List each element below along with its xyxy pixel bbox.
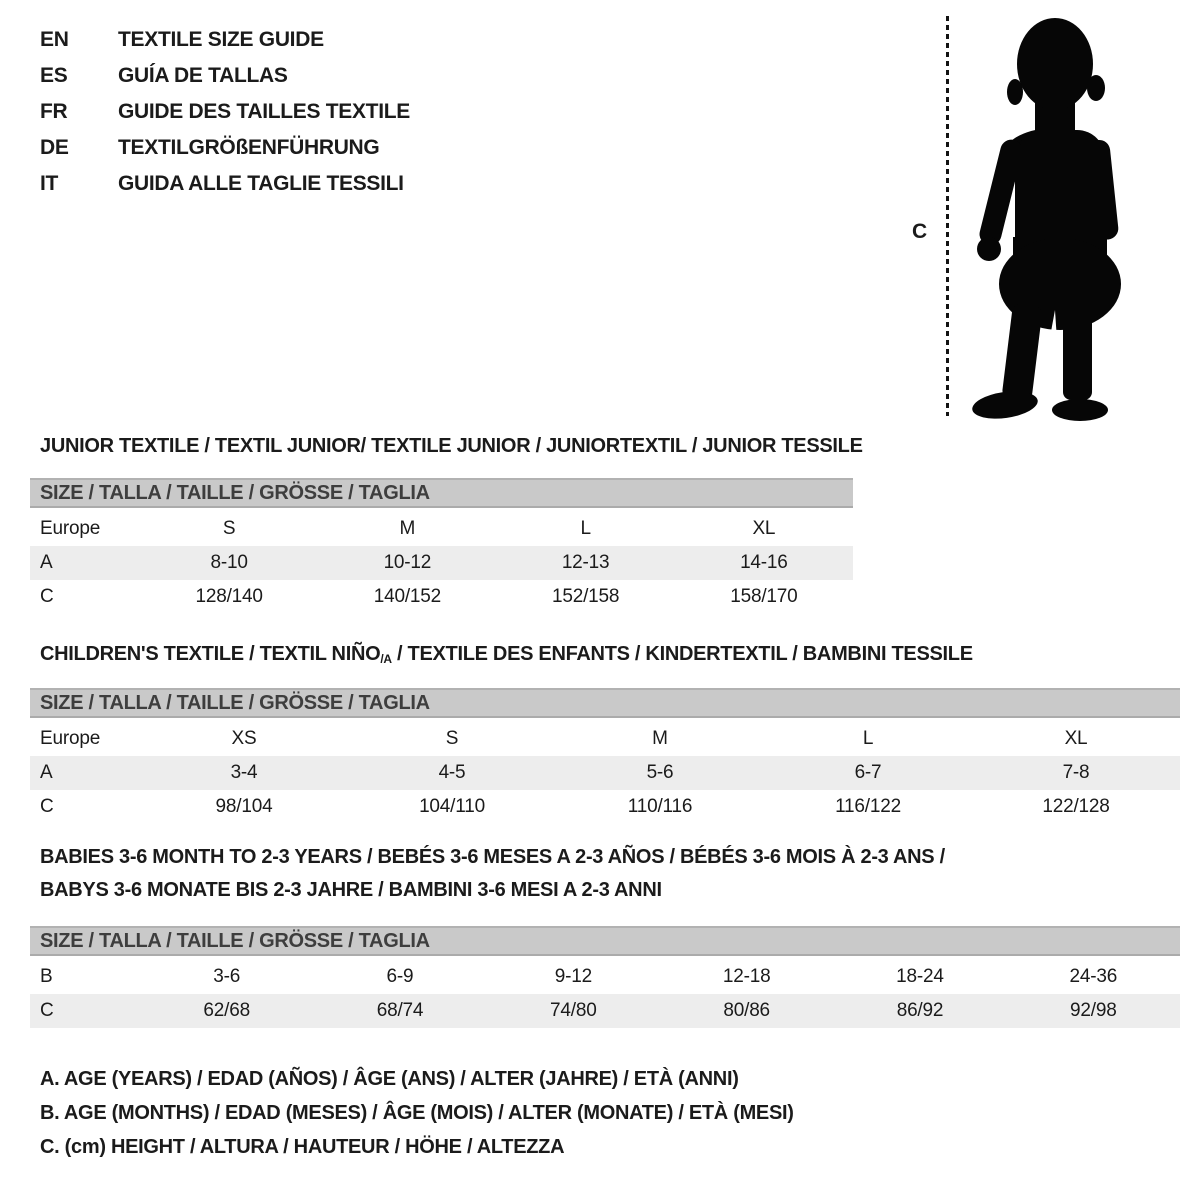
table-row-height xyxy=(30,580,853,614)
lang-row-es xyxy=(40,64,410,87)
row-label: Europe xyxy=(40,728,101,749)
table-cell: 80/86 xyxy=(723,1000,770,1021)
table-cell: 86/92 xyxy=(896,1000,944,1021)
table-cell: 98/104 xyxy=(215,796,273,817)
size-header-bar: SIZE / TALLA / TAILLE / GRÖSSE / TAGLIA xyxy=(30,688,1180,718)
table-cell: 74/80 xyxy=(550,1000,597,1021)
lang-row-fr xyxy=(40,100,410,123)
row-label: B xyxy=(40,966,53,987)
table-row-age-months xyxy=(30,960,1180,994)
size-header-bar: SIZE / TALLA / TAILLE / GRÖSSE / TAGLIA xyxy=(30,926,1180,956)
table-cell: 3-6 xyxy=(213,966,241,987)
table-cell: 110/116 xyxy=(627,796,693,817)
children-title-post: / TEXTILE DES ENFANTS / KINDERTEXTIL / BAMBINI TESSILE xyxy=(391,643,973,665)
row-label: Europe xyxy=(40,518,101,539)
table-row-age xyxy=(30,546,853,580)
table-cell: 128/140 xyxy=(195,586,263,607)
children-section-title xyxy=(40,643,973,670)
lang-code: ES xyxy=(40,64,68,87)
legend xyxy=(40,1068,794,1158)
babies-title-line2: BABYS 3-6 MONATE BIS 2-3 JAHRE / BAMBINI 3-6 MESI A 2-3 ANNI xyxy=(40,879,662,901)
children-title-pre: CHILDREN'S TEXTILE / TEXTIL NIÑO xyxy=(40,643,381,665)
size-header-bar: SIZE / TALLA / TAILLE / GRÖSSE / TAGLIA xyxy=(30,478,853,508)
babies-size-table xyxy=(30,926,1180,1028)
height-measure-label: C xyxy=(912,220,928,243)
toddler-silhouette xyxy=(960,12,1140,422)
legend-line-a: A. AGE (YEARS) / EDAD (AÑOS) / ÂGE (ANS) / ALTER (JAHRE) / ETÀ (ANNI) xyxy=(40,1068,739,1090)
lang-title: TEXTILGRÖßENFÜHRUNG xyxy=(118,136,380,159)
table-cell: 92/98 xyxy=(1070,1000,1117,1021)
table-cell: 122/128 xyxy=(1042,796,1110,817)
lang-code: DE xyxy=(40,136,69,159)
babies-section-title xyxy=(40,846,945,901)
lang-title: GUIDE DES TAILLES TEXTILE xyxy=(118,100,410,123)
table-cell: L xyxy=(580,518,591,539)
table-cell: 7-8 xyxy=(1062,762,1090,783)
children-title-sub: /A xyxy=(380,652,392,666)
lang-row-it xyxy=(40,172,410,195)
junior-size-table xyxy=(30,478,853,614)
table-cell: 5-6 xyxy=(646,762,674,783)
table-cell: 8-10 xyxy=(210,552,248,573)
lang-row-en xyxy=(40,28,410,51)
lang-code: EN xyxy=(40,28,69,51)
row-label: C xyxy=(40,796,54,817)
table-cell: 4-5 xyxy=(438,762,466,783)
table-cell: 24-36 xyxy=(1069,966,1118,987)
table-cell: M xyxy=(399,518,416,539)
table-cell: 116/122 xyxy=(835,796,901,817)
lang-title: GUIDA ALLE TAGLIE TESSILI xyxy=(118,172,404,195)
table-row-europe xyxy=(30,512,853,546)
table-cell: XL xyxy=(1064,728,1088,749)
table-cell: XL xyxy=(752,518,776,539)
table-cell: 6-7 xyxy=(854,762,882,783)
table-cell: 152/158 xyxy=(551,586,620,607)
table-cell: 12-18 xyxy=(722,966,771,987)
table-cell: 14-16 xyxy=(740,552,788,573)
table-cell: S xyxy=(222,518,236,539)
table-cell: 18-24 xyxy=(896,966,944,987)
lang-title: TEXTILE SIZE GUIDE xyxy=(118,28,324,51)
language-header xyxy=(40,28,410,195)
table-cell: 3-4 xyxy=(230,762,258,783)
row-label: A xyxy=(40,762,53,783)
row-label: C xyxy=(40,586,54,607)
table-cell: S xyxy=(445,728,459,749)
legend-line-b: B. AGE (MONTHS) / EDAD (MESES) / ÂGE (MOIS) / ALTER (MONATE) / ETÀ (MESI) xyxy=(40,1102,794,1124)
table-cell: 68/74 xyxy=(376,1000,424,1021)
legend-line-c: C. (cm) HEIGHT / ALTURA / HAUTEUR / HÖHE / ALTEZZA xyxy=(40,1136,565,1158)
height-dashed-line xyxy=(946,16,949,416)
table-cell: 9-12 xyxy=(554,966,592,987)
table-cell: 104/110 xyxy=(419,796,485,817)
lang-code: FR xyxy=(40,100,68,123)
row-label: C xyxy=(40,1000,54,1021)
table-row-europe xyxy=(30,722,1180,756)
table-row-height xyxy=(30,790,1180,824)
babies-title-line1: BABIES 3-6 MONTH TO 2-3 YEARS / BEBÉS 3-6 MESES A 2-3 AÑOS / BÉBÉS 3-6 MOIS À 2-3 ANS / xyxy=(40,846,945,868)
table-cell: 10-12 xyxy=(383,552,432,573)
table-cell: 158/170 xyxy=(730,586,798,607)
junior-section-title: JUNIOR TEXTILE / TEXTIL JUNIOR/ TEXTILE JUNIOR / JUNIORTEXTIL / JUNIOR TESSILE xyxy=(40,435,863,457)
children-size-table xyxy=(30,688,1180,824)
table-row-age xyxy=(30,756,1180,790)
lang-row-de xyxy=(40,136,410,159)
table-cell: L xyxy=(862,728,874,749)
table-cell: 62/68 xyxy=(203,1000,250,1021)
table-row-height xyxy=(30,994,1180,1028)
table-cell: M xyxy=(652,728,668,749)
table-cell: 6-9 xyxy=(386,966,414,987)
table-cell: 140/152 xyxy=(373,586,442,607)
lang-title: GUÍA DE TALLAS xyxy=(118,64,288,87)
table-cell: XS xyxy=(231,728,257,749)
row-label: A xyxy=(40,552,53,573)
lang-code: IT xyxy=(40,172,59,195)
table-cell: 12-13 xyxy=(561,552,610,573)
